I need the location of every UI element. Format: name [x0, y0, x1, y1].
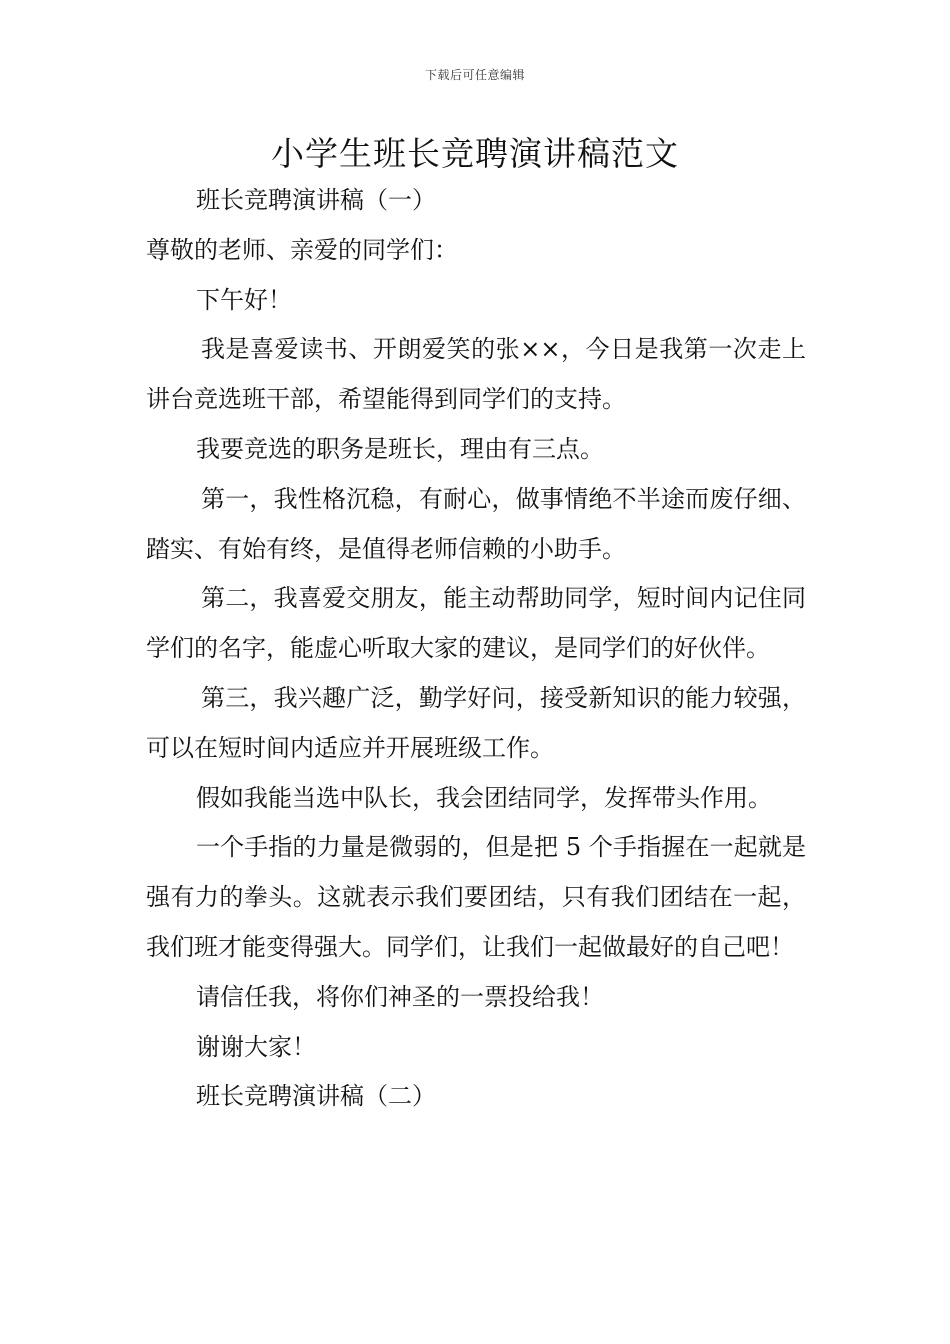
paragraph-reason-2: 第二，我喜爱交朋友，能主动帮助同学，短时间内记住同学们的名字，能虚心听取大家的建议，是同学们的好伙伴。	[146, 584, 806, 663]
paragraph-intro: 我是喜爱读书、开朗爱笑的张××，今日是我第一次走上讲台竞选班干部，希望能得到同学们的支持。	[146, 335, 806, 414]
section-heading-1: 班长竞聘演讲稿（一）	[196, 186, 436, 214]
document-title: 小学生班长竞聘演讲稿范文	[271, 134, 679, 173]
document-body	[146, 176, 806, 1122]
paragraph-pledge: 假如我能当选中队长，我会团结同学，发挥带头作用。	[196, 783, 772, 812]
paragraph-reasons: 我要竞选的职务是班长，理由有三点。	[196, 434, 604, 463]
paragraph-unity: 一个手指的力量是微弱的，但是把 5 个手指握在一起就是强有力的拳头。这就表示我们要团结，只有我们团结在一起，我们班才能变得强大。同学们，让我们一起做最好的自己吧！	[146, 833, 806, 961]
paragraph-thanks: 谢谢大家！	[196, 1032, 316, 1061]
section-heading-2: 班长竞聘演讲稿（二）	[196, 1082, 436, 1111]
paragraph-vote: 请信任我，将你们神圣的一票投给我！	[196, 982, 604, 1011]
salutation: 尊敬的老师、亲爱的同学们：	[146, 235, 458, 264]
paragraph-reason-3: 第三，我兴趣广泛，勤学好问，接受新知识的能力较强，可以在短时间内适应并开展班级工作。	[146, 683, 806, 762]
paragraph-reason-1: 第一，我性格沉稳，有耐心，做事情绝不半途而废仔细、踏实、有始有终，是值得老师信赖的小助手。	[146, 484, 806, 563]
header-note: 下载后可任意编辑	[424, 68, 525, 82]
greeting: 下午好！	[196, 285, 292, 314]
